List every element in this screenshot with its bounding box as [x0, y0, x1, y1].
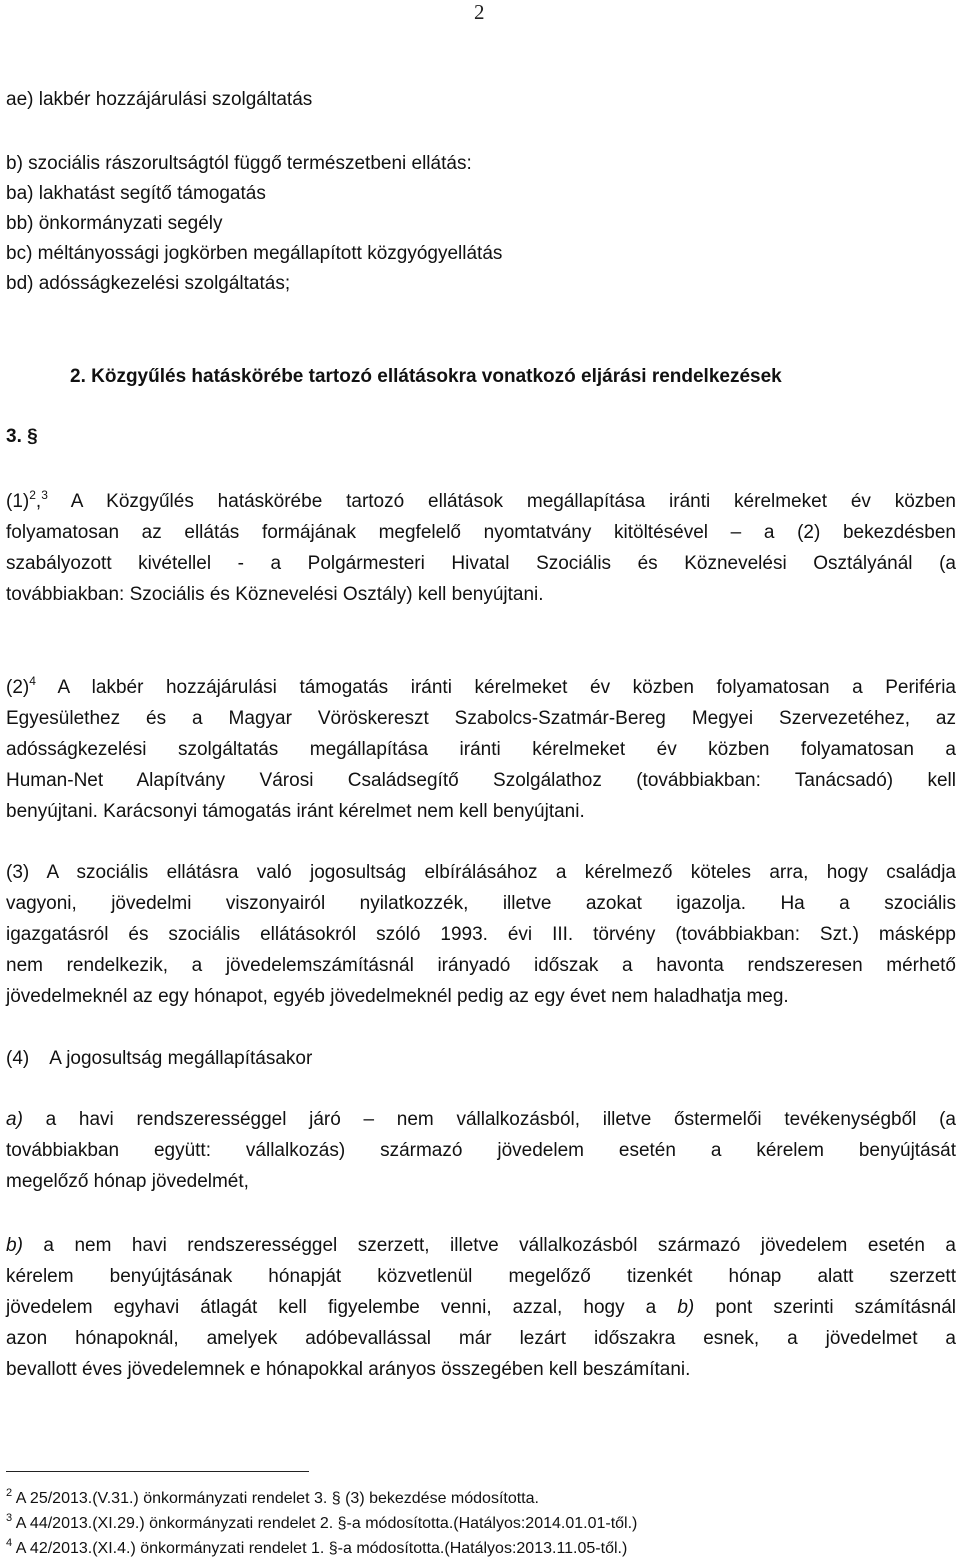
list-item-ba: ba) lakhatást segítő támogatás: [6, 183, 266, 204]
footnote-separator: [6, 1471, 309, 1472]
paragraph-2-line-1: [6, 672, 956, 703]
list-item-bc: bc) méltányossági jogkörben megállapított közgyógyellátás: [6, 243, 503, 264]
paragraph-3-line-1: (3) A szociális ellátásra való jogosultság elbírálásához a kérelmező köteles arra, hogy családja: [6, 862, 956, 883]
paragraph-3-line-2: vagyoni, jövedelmi viszonyairól nyilatkozzék, illetve azokat igazolja. Ha a szociális: [6, 893, 956, 914]
point-a-line-1: a) a havi rendszerességgel járó – nem vállalkozásból, illetve őstermelői tevékenységből (a: [6, 1109, 956, 1130]
paragraph-3-line-3: igazgatásról és szociális ellátásokról szóló 1993. évi III. törvény (továbbiakban: Szt.) másképp: [6, 924, 956, 945]
paragraph-2-label: (2): [6, 677, 30, 698]
paragraph-1-text: A Közgyűlés hatáskörébe tartozó ellátások megállapítása iránti kérelmeket év közben: [70, 491, 956, 512]
paragraph-2-line-5: benyújtani. Karácsonyi támogatás iránt kérelmet nem kell benyújtani.: [6, 801, 585, 822]
point-b-line-3: jövedelem egyhavi átlagát kell figyelembe venni, azzal, hogy a b) pont szerinti számításnál: [6, 1297, 956, 1318]
list-item-ae: ae) lakbér hozzájárulási szolgáltatás: [6, 89, 313, 110]
paragraph-3-line-5: jövedelmeknél az egy hónapot, egyéb jövedelmeknél pedig az egy évet nem haladhatja meg.: [6, 986, 789, 1007]
paragraph-4: (4) A jogosultság megállapításakor: [6, 1048, 313, 1069]
paragraph-1-line-2: folyamatosan az ellátás formájának megfelelő nyomtatvány kitöltésével – a (2) bekezdésben: [6, 522, 956, 543]
paragraph-1-line-3: szabályozott kivétellel - a Polgármesteri Hivatal Szociális és Köznevelési Osztályánál (a: [6, 553, 956, 574]
point-a-label: a): [6, 1109, 23, 1130]
footnote-2: $^2$ A 25/2013.(V.31.) önkormányzati rendelet 3. § (3) bekezdése módosította.: [6, 1487, 539, 1507]
point-b-line-4: azon hónapoknál, amelyek adóbevallással már lezárt időszakra esnek, a jövedelmet a: [6, 1328, 956, 1349]
point-b-reference: b): [677, 1297, 695, 1318]
point-b-label: b): [6, 1235, 23, 1256]
paragraph-2-line-3: adósságkezelési szolgáltatás megállapítása iránti kérelmeket év közben folyamatosan a: [6, 739, 956, 760]
point-b-line-5: bevallott éves jövedelemnek e hónapokkal arányos összegében kell beszámítani.: [6, 1359, 691, 1380]
footnote-ref-4: 4: [29, 674, 36, 688]
paragraph-2-text: A lakbér hozzájárulási támogatás iránti kérelmeket év közben folyamatosan a Periféria: [57, 677, 956, 698]
point-a-line-3: megelőző hónap jövedelmét,: [6, 1171, 249, 1192]
footnote-ref-separator: ,: [35, 491, 42, 512]
footnote-ref-2: 2: [29, 488, 36, 502]
paragraph-1-line-1: [6, 486, 956, 517]
footnote-4: $^4$ A 42/2013.(XI.4.) önkormányzati rendelet 1. §-a módosította.(Hatályos:2013.11.05-től.): [6, 1537, 628, 1557]
point-b-line-1: b) a nem havi rendszerességgel szerzett, illetve vállalkozásból származó jövedelem esetén a: [6, 1235, 956, 1256]
point-b-line-2: kérelem benyújtásának hónapját közvetlenül megelőző tizenkét hónap alatt szerzett: [6, 1266, 956, 1287]
list-item-b: b) szociális rászorultságtól függő természetbeni ellátás:: [6, 153, 472, 174]
footnote-3: $^3$ A 44/2013.(XI.29.) önkormányzati rendelet 2. §-a módosította.(Hatályos:2014.01.01-től.): [6, 1512, 638, 1532]
paragraph-1-label: (1): [6, 491, 30, 512]
paragraph-2-line-2: Egyesülethez és a Magyar Vöröskereszt Szabolcs-Szatmár-Bereg Megyei Szervezetéhez, az: [6, 708, 956, 729]
paragraph-2-line-4: Human-Net Alapítvány Városi Családsegítő Szolgálathoz (továbbiakban: Tanácsadó) kell: [6, 770, 956, 791]
page-number: 2: [474, 0, 485, 24]
point-a-line-2: továbbiakban együtt: vállalkozás) származó jövedelem esetén a kérelem benyújtását: [6, 1140, 956, 1161]
section-number: 3. §: [6, 426, 38, 447]
paragraph-1-line-4: továbbiakban: Szociális és Köznevelési Osztály) kell benyújtani.: [6, 584, 544, 605]
list-item-bd: bd) adósságkezelési szolgáltatás;: [6, 273, 291, 294]
paragraph-3-line-4: nem rendelkezik, a jövedelemszámításnál irányadó időszak a havonta rendszeresen mérhető: [6, 955, 956, 976]
list-item-bb: bb) önkormányzati segély: [6, 213, 223, 234]
footnote-ref-3: 3: [41, 488, 48, 502]
chapter-heading: 2. Közgyűlés hatáskörébe tartozó ellátásokra vonatkozó eljárási rendelkezések: [70, 366, 782, 387]
